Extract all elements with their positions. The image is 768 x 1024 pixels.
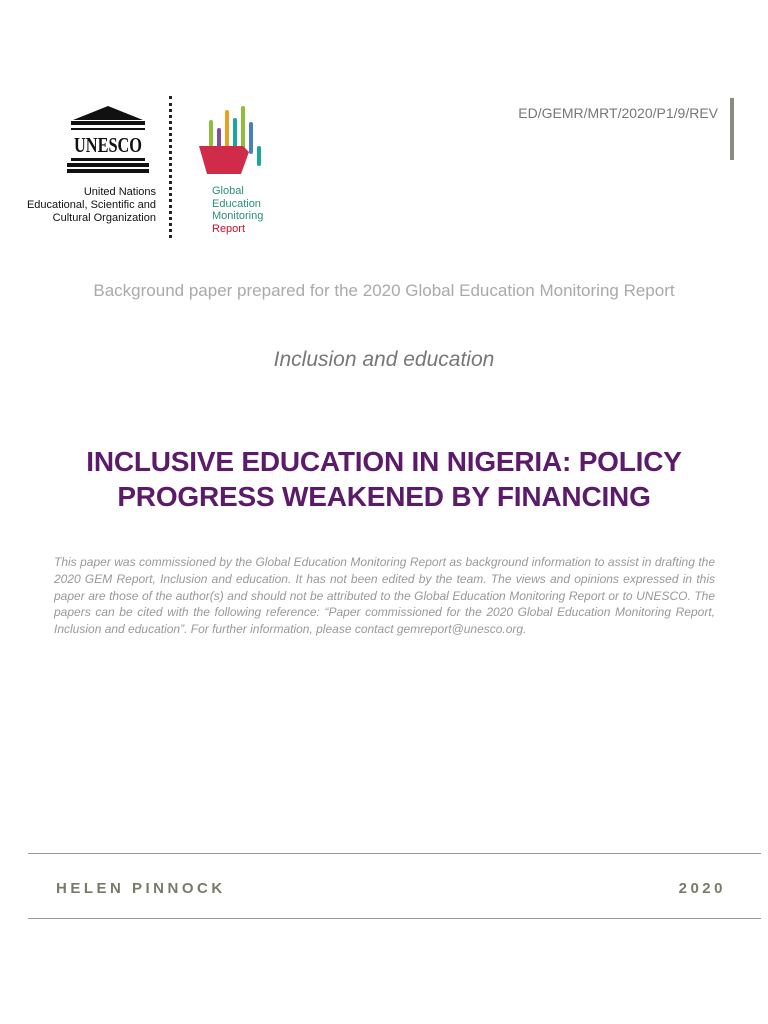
gem-report-name bbox=[212, 185, 263, 235]
document-code: ED/GEMR/MRT/2020/P1/9/REV bbox=[518, 105, 718, 121]
gem-line-2: Education bbox=[212, 197, 261, 210]
paper-title bbox=[40, 444, 728, 514]
logo-separator bbox=[169, 96, 172, 238]
gem-bars-icon bbox=[195, 106, 269, 176]
gem-line-1: Global bbox=[212, 185, 244, 197]
footer-rule-top bbox=[28, 853, 761, 854]
unesco-line-1: United Nations bbox=[83, 186, 156, 198]
document-code-bar bbox=[730, 98, 734, 160]
gem-line-3: Monitoring bbox=[212, 210, 264, 222]
unesco-logo bbox=[12, 104, 162, 229]
author-name: HELEN PINNOCK bbox=[56, 880, 226, 897]
gem-report-logo bbox=[195, 106, 295, 236]
report-theme: Inclusion and education bbox=[273, 348, 495, 371]
publication-year: 2020 bbox=[678, 880, 726, 897]
unesco-wordmark: UNESCO bbox=[74, 133, 142, 157]
unesco-line-2: Educational, Scientific and bbox=[26, 199, 156, 211]
unesco-line-3: Cultural Organization bbox=[52, 212, 156, 224]
paper-title-line-2: PROGRESS WEAKENED BY FINANCING bbox=[117, 481, 651, 512]
commission-disclaimer: This paper was commissioned by the Global Education Monitoring Report as background information to assist in drafting the 2020 GEM Report, Inclusion and education. It has not been edited by the team. The views and opinions expressed in this paper are those of the author(s) and should not be attributed to the Global Education Monitoring Report or to UNESCO. The papers can be cited with the following reference: “Paper commissioned for the 2020 Global Education Monitoring Report, Inclusion and education”. For further information, please contact gemreport@unesco.org. bbox=[54, 555, 715, 637]
background-paper-subtitle: Background paper prepared for the 2020 Global Education Monitoring Report bbox=[93, 281, 675, 300]
footer-rule-bottom bbox=[28, 918, 761, 919]
unesco-temple-icon bbox=[67, 104, 149, 174]
unesco-name bbox=[0, 186, 156, 225]
gem-line-4: Report bbox=[212, 222, 246, 235]
paper-title-line-1: INCLUSIVE EDUCATION IN NIGERIA: POLICY bbox=[86, 446, 682, 477]
